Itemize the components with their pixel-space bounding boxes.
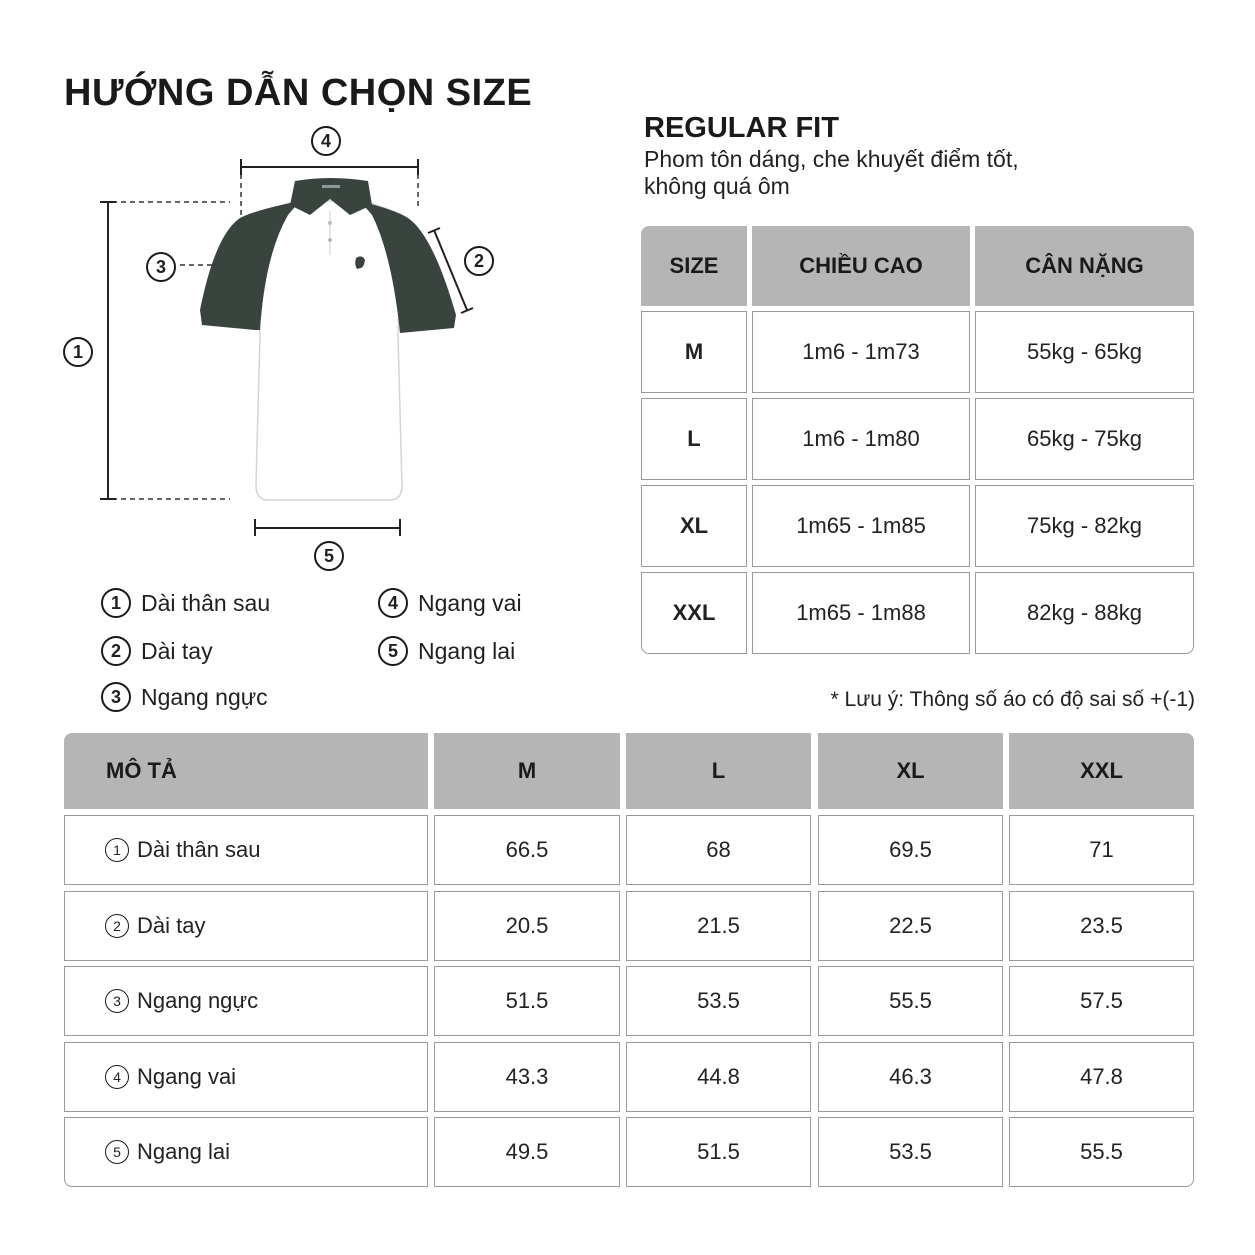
size-table-header: CÂN NẶNG bbox=[975, 226, 1194, 306]
size-cell: XL bbox=[641, 485, 747, 567]
marker-1: 1 bbox=[63, 337, 93, 367]
measure-value: 43.3 bbox=[434, 1042, 620, 1112]
fit-description-line-2: không quá ôm bbox=[644, 173, 790, 199]
weight-cell: 65kg - 75kg bbox=[975, 398, 1194, 480]
measure-value: 51.5 bbox=[626, 1117, 811, 1187]
height-cell: 1m65 - 1m88 bbox=[752, 572, 970, 654]
measure-value: 44.8 bbox=[626, 1042, 811, 1112]
measure-value: 23.5 bbox=[1009, 891, 1194, 961]
measure-header: XXL bbox=[1009, 733, 1194, 809]
shirt-diagram bbox=[50, 115, 570, 585]
legend-label: Ngang vai bbox=[418, 589, 522, 616]
weight-cell: 82kg - 88kg bbox=[975, 572, 1194, 654]
size-cell: M bbox=[641, 311, 747, 393]
measure-value: 21.5 bbox=[626, 891, 811, 961]
measure-label: Ngang ngực bbox=[137, 988, 259, 1013]
fit-title: REGULAR FIT bbox=[644, 112, 839, 144]
legend-label: Dài tay bbox=[141, 637, 213, 664]
measure-header: L bbox=[626, 733, 811, 809]
measure-value: 53.5 bbox=[818, 1117, 1003, 1187]
legend-item bbox=[101, 588, 270, 618]
measure-number: 2 bbox=[105, 914, 129, 938]
tolerance-note: * Lưu ý: Thông số áo có độ sai số +(-1) bbox=[830, 688, 1195, 711]
measure-value: 20.5 bbox=[434, 891, 620, 961]
measure-header: M bbox=[434, 733, 620, 809]
height-cell: 1m6 - 1m73 bbox=[752, 311, 970, 393]
measure-label: Ngang lai bbox=[137, 1139, 230, 1164]
measure-value: 51.5 bbox=[434, 966, 620, 1036]
measure-value: 66.5 bbox=[434, 815, 620, 885]
weight-cell: 75kg - 82kg bbox=[975, 485, 1194, 567]
legend-number: 1 bbox=[101, 588, 131, 618]
measure-number: 5 bbox=[105, 1140, 129, 1164]
size-cell: L bbox=[641, 398, 747, 480]
marker-3: 3 bbox=[146, 252, 176, 282]
legend-number: 4 bbox=[378, 588, 408, 618]
height-cell: 1m65 - 1m85 bbox=[752, 485, 970, 567]
legend-item bbox=[378, 636, 515, 666]
size-table-header: SIZE bbox=[641, 226, 747, 306]
measure-label-cell bbox=[64, 891, 428, 961]
measure-label-cell bbox=[64, 815, 428, 885]
legend-item bbox=[378, 588, 522, 618]
measure-value: 68 bbox=[626, 815, 811, 885]
measure-value: 47.8 bbox=[1009, 1042, 1194, 1112]
height-cell: 1m6 - 1m80 bbox=[752, 398, 970, 480]
legend-label: Ngang lai bbox=[418, 637, 516, 664]
measure-header: MÔ TẢ bbox=[64, 733, 428, 809]
measure-value: 55.5 bbox=[818, 966, 1003, 1036]
legend-number: 5 bbox=[378, 636, 408, 666]
measure-label: Dài thân sau bbox=[137, 837, 261, 862]
fit-description-line-1: Phom tôn dáng, che khuyết điểm tốt, bbox=[644, 146, 1019, 172]
measure-value: 53.5 bbox=[626, 966, 811, 1036]
legend-number: 2 bbox=[101, 636, 131, 666]
legend-item bbox=[101, 682, 268, 712]
marker-2: 2 bbox=[464, 246, 494, 276]
measure-value: 57.5 bbox=[1009, 966, 1194, 1036]
measure-value: 69.5 bbox=[818, 815, 1003, 885]
measure-number: 4 bbox=[105, 1065, 129, 1089]
legend-number: 3 bbox=[101, 682, 131, 712]
measure-label-cell bbox=[64, 1042, 428, 1112]
size-cell: XXL bbox=[641, 572, 747, 654]
measure-value: 71 bbox=[1009, 815, 1194, 885]
fit-description bbox=[644, 146, 1164, 200]
measure-number: 3 bbox=[105, 989, 129, 1013]
measure-label-cell bbox=[64, 1117, 428, 1187]
marker-5: 5 bbox=[314, 541, 344, 571]
measure-number: 1 bbox=[105, 838, 129, 862]
measure-value: 46.3 bbox=[818, 1042, 1003, 1112]
legend-label: Ngang ngực bbox=[141, 683, 268, 710]
measure-label: Ngang vai bbox=[137, 1064, 237, 1089]
size-table-header: CHIỀU CAO bbox=[752, 226, 970, 306]
measure-value: 49.5 bbox=[434, 1117, 620, 1187]
legend-label: Dài thân sau bbox=[141, 589, 271, 616]
measure-value: 55.5 bbox=[1009, 1117, 1194, 1187]
measure-value: 22.5 bbox=[818, 891, 1003, 961]
weight-cell: 55kg - 65kg bbox=[975, 311, 1194, 393]
measure-label-cell bbox=[64, 966, 428, 1036]
measure-header: XL bbox=[818, 733, 1003, 809]
measure-label: Dài tay bbox=[137, 913, 206, 938]
page-title: HƯỚNG DẪN CHỌN SIZE bbox=[64, 72, 533, 114]
legend-item bbox=[101, 636, 213, 666]
marker-4: 4 bbox=[311, 126, 341, 156]
